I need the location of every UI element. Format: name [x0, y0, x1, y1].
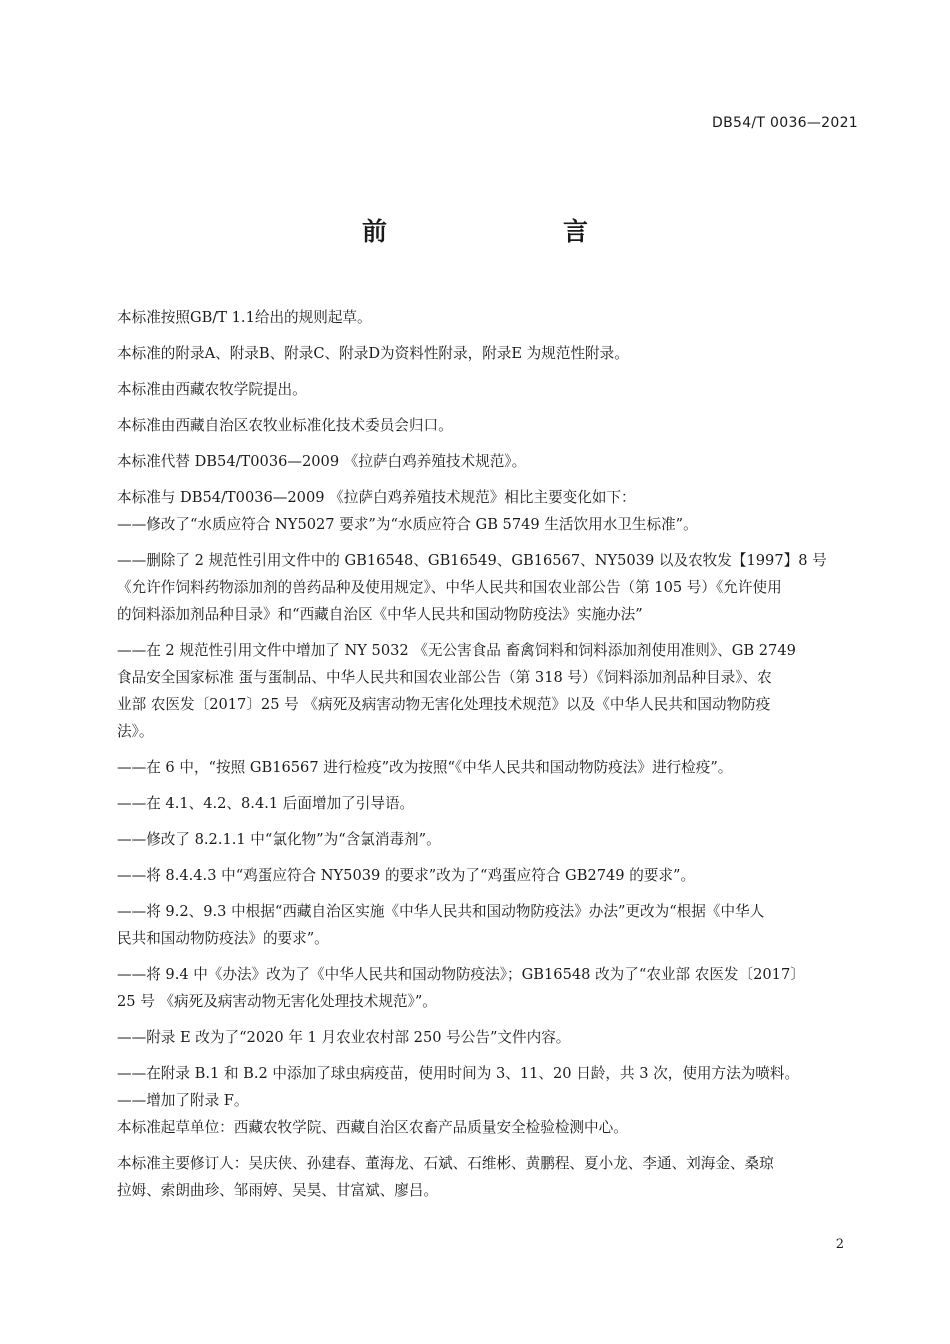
preface-body — [117, 304, 862, 1213]
line: 的饲料添加剂品种目录》和“西藏自治区《中华人民共和国动物防疫法》实施办法” — [117, 606, 643, 623]
paragraph: 本标准由西藏农牧学院提出。 — [117, 381, 307, 398]
line: 民共和国动物防疫法》的要求”。 — [117, 930, 329, 947]
page-title: 前 言 — [361, 217, 630, 246]
change-item: ——在 4.1、4.2、8.4.1 后面增加了引导语。 — [117, 795, 415, 812]
paragraph: 本标准由西藏自治区农牧业标准化技术委员会归口。 — [117, 417, 453, 434]
change-item: ——修改了 8.2.1.1 中“氯化物”为“含氯消毒剂”。 — [117, 831, 441, 848]
change-item: ——在附录 B.1 和 B.2 中添加了球虫病疫苗，使用时间为 3、11、20 日龄，共 3 次，使用方法为喷料。 — [117, 1065, 800, 1082]
page-number: 2 — [835, 1237, 844, 1252]
paragraph: 本标准代替 DB54/T0036—2009 《拉萨白鸡养殖技术规范》。 — [117, 453, 527, 470]
line: 《允许作饲料药物添加剂的兽药品种及使用规定》、中华人民共和国农业部公告（第 105 号）《允许使用 — [117, 579, 782, 596]
change-item: ——附录 E 改为了“2020 年 1 月农业农村部 250 号公告”文件内容。 — [117, 1029, 571, 1046]
paragraph: 本标准起草单位：西藏农牧学院、西藏自治区农畜产品质量安全检验检测中心。 — [117, 1119, 628, 1136]
line: 拉姆、索朗曲珍、邹雨婷、吴昊、甘富斌、廖吕。 — [117, 1182, 439, 1199]
line: ——将 9.2、9.3 中根据“西藏自治区实施《中华人民共和国动物防疫法》办法”更改为“根据《中华人 — [117, 903, 765, 920]
change-item — [117, 637, 862, 745]
document-code: DB54/T 0036—2021 — [712, 115, 858, 131]
paragraph: 本标准的附录A、附录B、附录C、附录D为资料性附录，附录E 为规范性附录。 — [117, 345, 629, 362]
change-item — [117, 961, 862, 1015]
line: 本标准主要修订人：吴庆侠、孙建春、董海龙、石斌、石维彬、黄鹏程、夏小龙、李通、刘海金、桑琼 — [117, 1155, 774, 1172]
line: 法》。 — [117, 723, 154, 740]
paragraph — [117, 1150, 862, 1204]
line: ——在 2 规范性引用文件中增加了 NY 5032 《无公害食品 畜禽饲料和饲料添加剂使用准则》、GB 2749 — [117, 642, 796, 659]
change-item: ——增加了附录 F。 — [117, 1092, 249, 1109]
paragraph: 本标准按照GB/T 1.1给出的规则起草。 — [117, 309, 372, 326]
line: ——将 9.4 中《办法》改为了《中华人民共和国动物防疫法》；GB16548 改为了“农业部 农医发〔2017〕 — [117, 966, 805, 983]
paragraph: 本标准与 DB54/T0036—2009 《拉萨白鸡养殖技术规范》相比主要变化如下： — [117, 489, 636, 506]
change-item — [117, 547, 862, 628]
line: 25 号 《病死及病害动物无害化处理技术规范》”。 — [117, 993, 437, 1010]
line: ——删除了 2 规范性引用文件中的 GB16548、GB16549、GB16567、NY5039 以及农牧发【1997】8 号 — [117, 552, 827, 569]
line: 业部 农医发〔2017〕25 号 《病死及病害动物无害化处理技术规范》以及《中华人民共和国动物防疫 — [117, 696, 771, 713]
change-item — [117, 898, 862, 952]
change-item: ——在 6 中，“按照 GB16567 进行检疫”改为按照“《中华人民共和国动物防疫法》进行检疫”。 — [117, 759, 733, 776]
line: 食品安全国家标准 蛋与蛋制品、中华人民共和国农业部公告（第 318 号）《饲料添加剂品种目录》、农 — [117, 669, 772, 686]
change-item: ——修改了“水质应符合 NY5027 要求”为“水质应符合 GB 5749 生活饮用水卫生标准”。 — [117, 516, 698, 533]
change-item: ——将 8.4.4.3 中“鸡蛋应符合 NY5039 的要求”改为了“鸡蛋应符合 GB2749 的要求”。 — [117, 867, 696, 884]
